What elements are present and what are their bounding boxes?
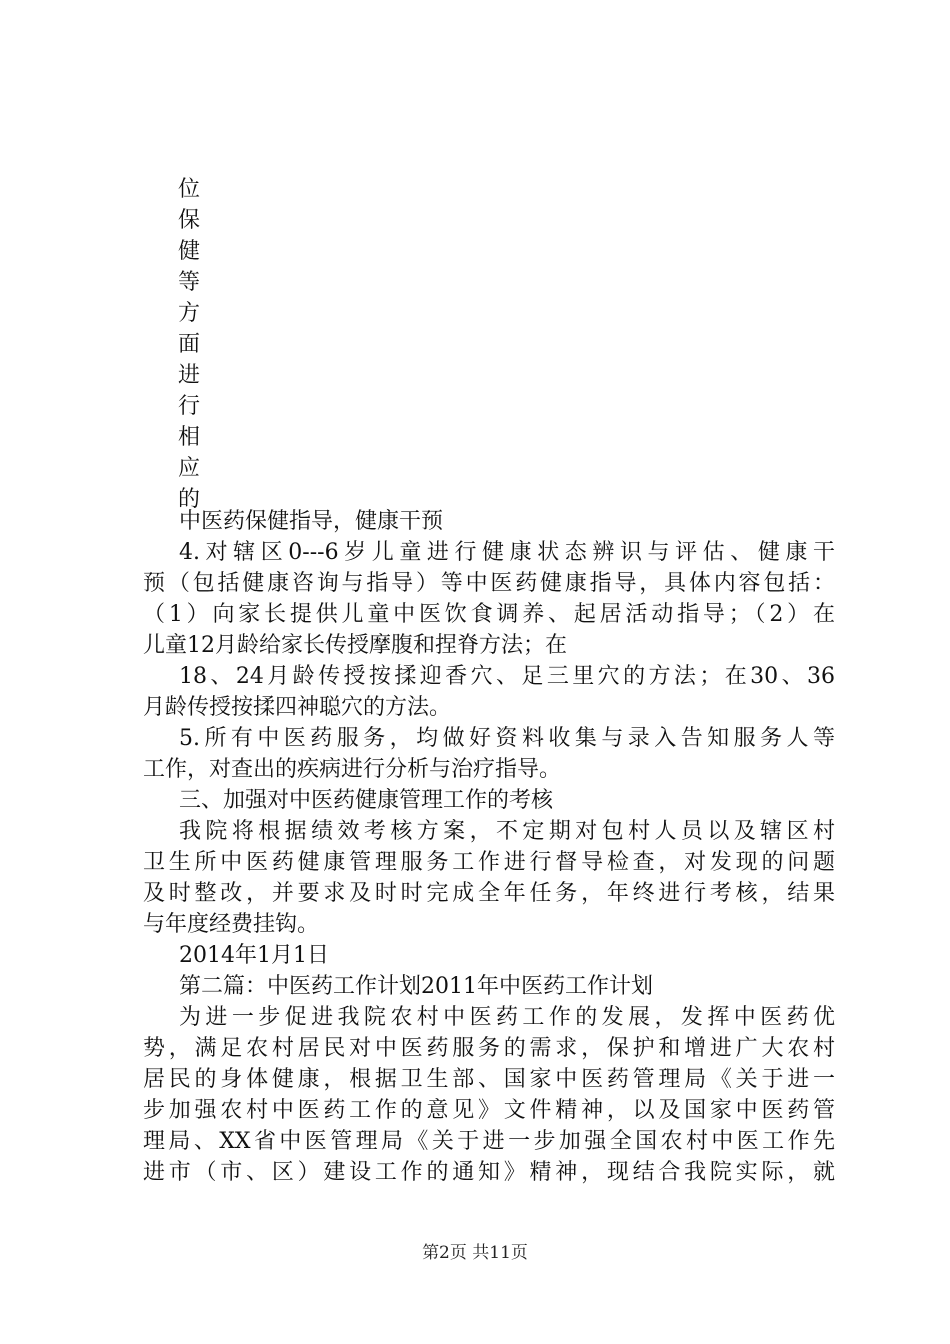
text-line: 5.所有中医药服务，均做好资料收集与录入告知服务人等	[179, 726, 835, 751]
chapter-heading: 第二篇：中医药工作计划2011年中医药工作计划	[179, 974, 653, 999]
text-line: 与年度经费挂钩。	[143, 912, 320, 937]
text-line: 儿童12月龄给家长传授摩腹和捏脊方法；在	[143, 633, 567, 658]
date-line: 2014年1月1日	[179, 943, 329, 968]
vertical-char: 面	[178, 332, 201, 357]
text-line: 进市（市、区）建设工作的通知》精神，现结合我院实际，就	[143, 1160, 835, 1185]
vertical-char: 进	[178, 363, 201, 388]
text-line: 月龄传授按揉四神聪穴的方法。	[143, 695, 452, 720]
vertical-text-column	[178, 174, 208, 515]
text-line: 4.对辖区0---6岁儿童进行健康状态辨识与评估、健康干	[179, 540, 835, 565]
text-line: 为进一步促进我院农村中医药工作的发展，发挥中医药优	[179, 1005, 835, 1030]
vertical-char: 方	[178, 301, 201, 326]
text-line: 工作，对查出的疾病进行分析与治疗指导。	[143, 757, 562, 782]
text-line: 卫生所中医药健康管理服务工作进行督导检查，对发现的问题	[143, 850, 835, 875]
text-line: （1）向家长提供儿童中医饮食调养、起居活动指导；（2）在	[143, 602, 835, 627]
text-line: 我院将根据绩效考核方案，不定期对包村人员以及辖区村	[179, 819, 835, 844]
text-line: 18、24月龄传授按揉迎香穴、足三里穴的方法；在30、36	[179, 664, 835, 689]
text-line: 理局、XX省中医管理局《关于进一步加强全国农村中医工作先	[143, 1129, 835, 1154]
vertical-char: 健	[178, 239, 201, 264]
text-line: 及时整改，并要求及时时完成全年任务，年终进行考核，结果	[143, 881, 835, 906]
page-footer	[0, 1241, 950, 1265]
text-line: 预（包括健康咨询与指导）等中医药健康指导，具体内容包括：	[143, 571, 835, 596]
text-line: 步加强农村中医药工作的意见》文件精神，以及国家中医药管	[143, 1098, 835, 1123]
vertical-char: 保	[178, 208, 201, 233]
text-line: 居民的身体健康，根据卫生部、国家中医药管理局《关于进一	[143, 1067, 835, 1092]
text-line: 中医药保健指导，健康干预	[179, 509, 444, 534]
vertical-char: 应	[178, 456, 201, 481]
vertical-char: 等	[178, 270, 201, 295]
text-line: 势，满足农村居民对中医药服务的需求，保护和增进广大农村	[143, 1036, 835, 1061]
vertical-char: 位	[178, 177, 201, 202]
body-text	[143, 506, 835, 1188]
section-heading: 三、加强对中医药健康管理工作的考核	[179, 788, 554, 813]
vertical-char: 相	[178, 425, 201, 450]
vertical-char: 行	[178, 394, 201, 419]
vertical-char: 的	[178, 487, 201, 512]
page-number-label: 第2页 共11页	[422, 1243, 528, 1263]
